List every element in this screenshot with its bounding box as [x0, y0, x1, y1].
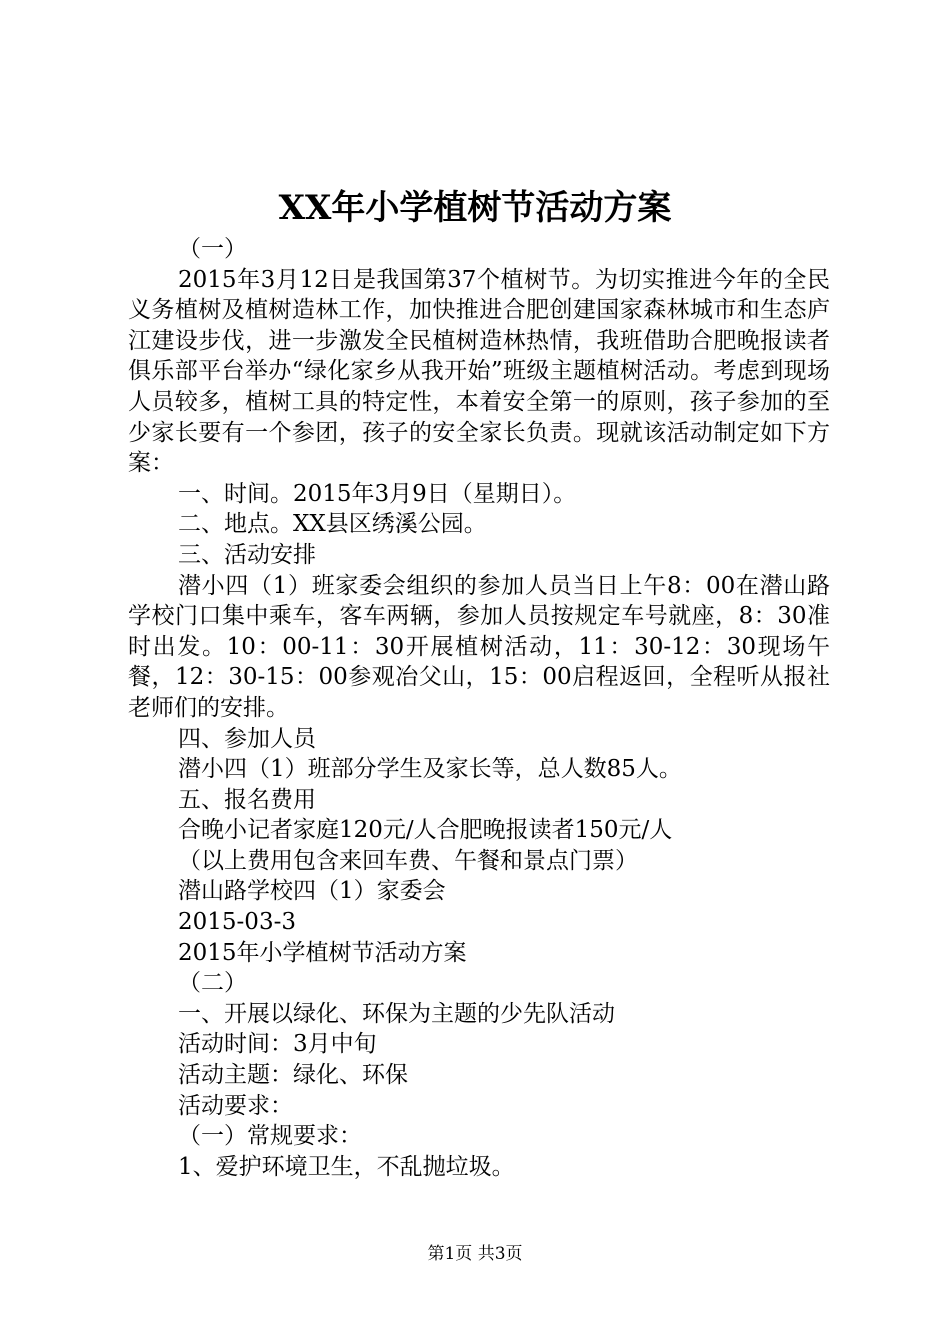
paragraph: 活动时间：3月中旬 — [178, 1031, 377, 1058]
page-number-footer: 第1页 共3页 — [427, 1244, 523, 1264]
paragraph: 2015年小学植树节活动方案 — [178, 939, 467, 966]
paragraph: 2015年3月12日是我国第37个植树节。为切实推进今年的全民义务植树及植树造林工作，加快推进合肥创建国家森林城市和生态庐江建设步伐，进一步激发全民植树造林热情，我班借助合肥晚报读者俱乐部平台举办“绿化家乡从我开始”班级主题植树活动。考虑到现场人员较多，植树工具的特定性，本着安全第一的原则，孩子参加的至少家长要有一个参团，孩子的安全家长负责。现就该活动制定如下方案： — [128, 266, 830, 477]
paragraph: 五、报名费用 — [178, 786, 316, 813]
document-title: XX年小学植树节活动方案 — [278, 188, 672, 228]
paragraph: 一、开展以绿化、环保为主题的少先队活动 — [178, 1000, 615, 1027]
paragraph: 四、参加人员 — [178, 725, 316, 752]
paragraph: （一）常规要求： — [178, 1123, 362, 1150]
paragraph: 潜小四（1）班家委会组织的参加人员当日上午8：00在潜山路学校门口集中乘车，客车两辆，参加人员按规定车号就座，8：30准时出发。10：00-11：30开展植树活动，11：30-12：30现场午餐，12：30-15：00参观冶父山，15：00启程返回，全程听从报社老师们的安排。 — [128, 572, 830, 721]
paragraph: 1、爱护环境卫生，不乱抛垃圾。 — [178, 1153, 515, 1180]
paragraph: 活动要求： — [178, 1092, 293, 1119]
paragraph: 合晚小记者家庭120元/人合肥晚报读者150元/人 — [178, 817, 673, 844]
paragraph: 潜山路学校四（1）家委会 — [178, 878, 446, 905]
paragraph: 二、地点。XX县区绣溪公园。 — [178, 511, 487, 538]
document-body — [128, 234, 830, 1182]
paragraph: 一、时间。2015年3月9日（星期日）。 — [178, 480, 577, 507]
paragraph: （二） — [178, 970, 247, 997]
paragraph: 潜小四（1）班部分学生及家长等，总人数85人。 — [178, 756, 682, 783]
paragraph: 活动主题：绿化、环保 — [178, 1062, 408, 1089]
paragraph: （以上费用包含来回车费、午餐和景点门票） — [178, 847, 638, 874]
paragraph: 三、活动安排 — [178, 541, 316, 568]
paragraph: （一） — [178, 236, 247, 262]
paragraph: 2015-03-3 — [178, 909, 296, 936]
